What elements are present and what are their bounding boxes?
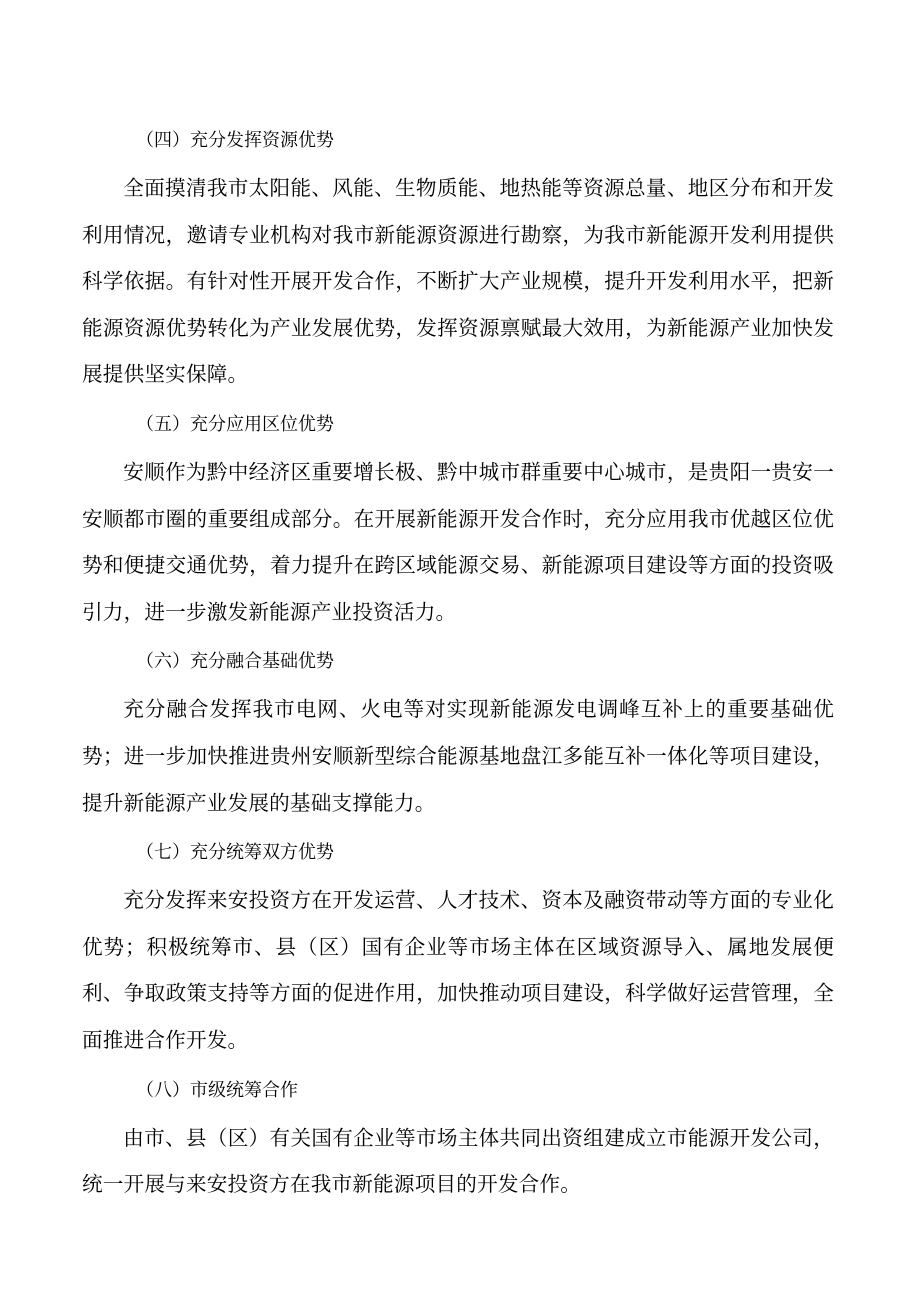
section-heading-4: （四）充分发挥资源优势: [136, 130, 334, 151]
section-paragraph-4: 全面摸清我市太阳能、风能、生物质能、地热能等资源总量、地区分布和开发利用情况，邀请专业机构对我市新能源资源进行勘察，为我市新能源开发利用提供科学依据。有针对性开展开发合作，不断扩大产业规模，提升开发利用水平，把新能源资源优势转化为产业发展优势，发挥资源禀赋最大效用，为新能源产业加快发展提供坚实保障。: [82, 176, 834, 387]
section-heading-8: （八）市级统筹合作: [136, 1079, 298, 1101]
document-body: [82, 120, 834, 1210]
section-heading-5: （五）充分应用区位优势: [136, 413, 334, 435]
section-heading-6: （六）充分融合基础优势: [136, 651, 334, 673]
section-paragraph-6: 充分融合发挥我市电网、火电等对实现新能源发电调峰互补上的重要基础优势；进一步加快推进贵州安顺新型综合能源基地盘江多能互补一体化等项目建设，提升新能源产业发展的基础支撑能力。: [82, 697, 834, 815]
section-paragraph-5: 安顺作为黔中经济区重要增长极、黔中城市群重要中心城市，是贵阳一贵安一安顺都市圈的重要组成部分。在开展新能源开发合作时，充分应用我市优越区位优势和便捷交通优势，着力提升在跨区域能源交易、新能源项目建设等方面的投资吸引力，进一步激发新能源产业投资活力。: [82, 459, 834, 624]
section-heading-7: （七）充分统筹双方优势: [136, 842, 334, 864]
section-paragraph-7: 充分发挥来安投资方在开发运营、人才技术、资本及融资带动等方面的专业化优势；积极统筹市、县（区）国有企业等市场主体在区域资源导入、属地发展便利、争取政策支持等方面的促进作用，加快推动项目建设，科学做好运营管理，全面推进合作开发。: [82, 888, 834, 1052]
section-paragraph-8: 由市、县（区）有关国有企业等市场主体共同出资组建成立市能源开发公司，统一开展与来安投资方在我市新能源项目的开发合作。: [82, 1125, 834, 1197]
